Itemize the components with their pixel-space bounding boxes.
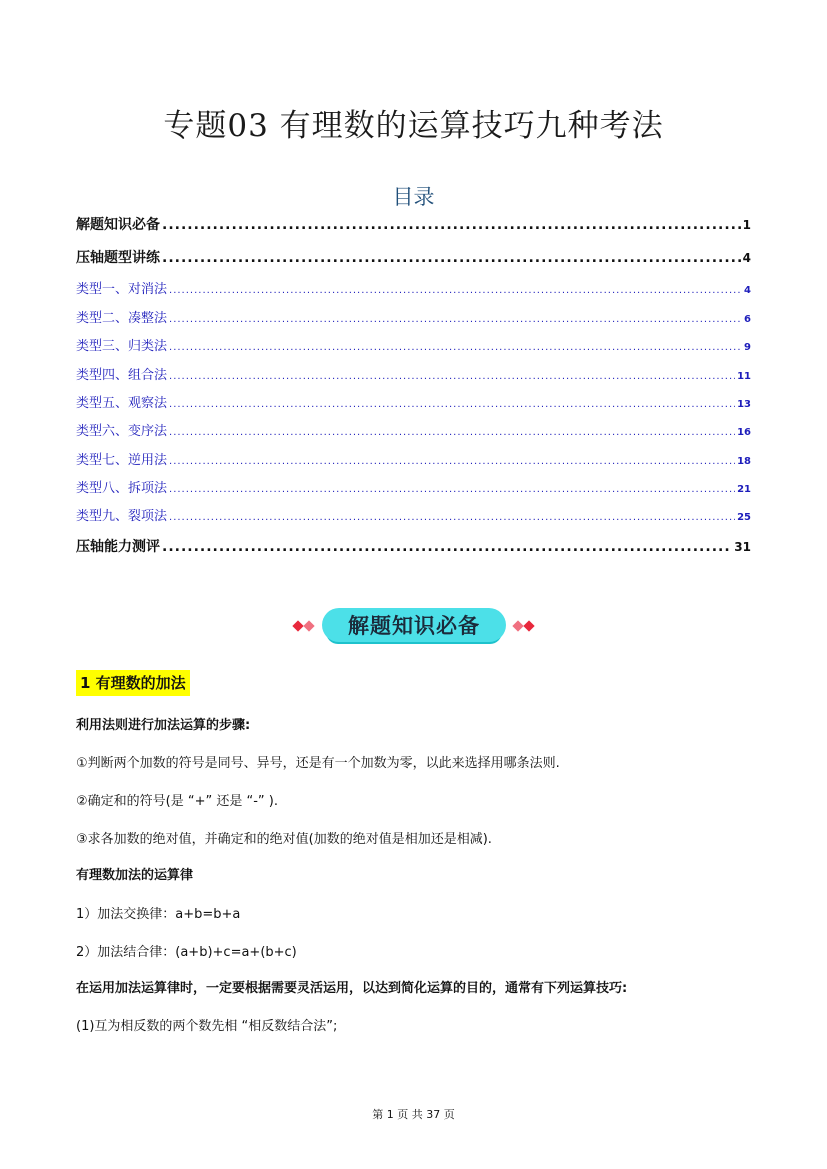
diamond-icon [292, 620, 303, 631]
toc-entry-label: 类型三、归类法 [76, 339, 168, 354]
toc-entry-label: 解题知识必备 [76, 217, 160, 233]
toc-entry[interactable] [76, 420, 751, 439]
diamond-icon [303, 620, 314, 631]
toc-entry-page: 25 [737, 512, 751, 523]
toc-entry-page: 11 [737, 371, 751, 382]
paragraph: ③求各加数的绝对值，并确定和的绝对值(加数的绝对值是相加还是相减). [76, 832, 492, 847]
toc-entry-label: 类型四、组合法 [76, 368, 168, 383]
paragraph: ①判断两个加数的符号是同号、异号，还是有一个加数为零，以此来选择用哪条法则. [76, 756, 560, 771]
toc-entry-page: 21 [737, 484, 751, 495]
toc-entry-page: 6 [744, 314, 751, 325]
toc-entry-label: 类型八、拆项法 [76, 481, 168, 496]
toc-entry-label: 类型五、观察法 [76, 396, 168, 411]
toc-entry-page: 4 [744, 285, 751, 296]
banner-text: 解题知识必备 [348, 614, 480, 638]
diamond-icon [523, 620, 534, 631]
toc-entry[interactable] [76, 477, 751, 496]
toc-entry-label: 压轴题型讲练 [76, 250, 160, 266]
toc-entry[interactable] [76, 536, 751, 556]
paragraph: 有理数加法的运算律 [76, 868, 194, 883]
toc-entry[interactable] [76, 364, 751, 383]
paragraph: ②确定和的符号(是 “+” 还是 “-” ). [76, 794, 278, 809]
toc-leader [162, 217, 741, 233]
toc-leader [169, 371, 735, 382]
toc-leader [169, 342, 742, 353]
paragraph: 2）加法结合律：(a+b)+c=a+(b+c) [76, 945, 297, 960]
toc-entry-page: 9 [744, 342, 751, 353]
toc-entry[interactable] [76, 392, 751, 411]
toc-entry-label: 类型九、裂项法 [76, 509, 168, 524]
toc-entry[interactable] [76, 247, 751, 267]
toc-heading: 目录 [392, 185, 435, 209]
toc-entry[interactable] [76, 335, 751, 354]
toc-entry[interactable] [76, 214, 751, 234]
toc-leader [169, 399, 735, 410]
toc-entry-page: 1 [742, 218, 751, 232]
page-title: 专题03 有理数的运算技巧九种考法 [163, 108, 664, 144]
toc-entry-page: 18 [737, 456, 751, 467]
section-banner [290, 604, 538, 648]
toc-leader [169, 427, 735, 438]
toc-entry[interactable] [76, 307, 751, 326]
toc-entry-page: 16 [737, 427, 751, 438]
toc-leader [169, 314, 742, 325]
toc-leader [169, 456, 735, 467]
toc-entry-page: 13 [737, 399, 751, 410]
paragraph: (1)互为相反数的两个数先相 “相反数结合法”; [76, 1019, 338, 1034]
section-heading: 1 有理数的加法 [76, 670, 190, 696]
paragraph: 在运用加法运算律时，一定要根据需要灵活运用，以达到简化运算的目的，通常有下列运算技巧: [76, 981, 628, 996]
toc-entry-label: 压轴能力测评 [76, 539, 160, 555]
toc-entry[interactable] [76, 278, 751, 297]
toc-entry-page: 31 [734, 540, 751, 554]
toc-leader [169, 484, 735, 495]
toc-entry[interactable] [76, 505, 751, 524]
toc-leader [169, 512, 735, 523]
paragraph: 利用法则进行加法运算的步骤: [76, 718, 251, 733]
toc-entry-label: 类型六、变序法 [76, 424, 168, 439]
toc-entry-label: 类型二、凑整法 [76, 311, 168, 326]
diamond-icon [512, 620, 523, 631]
toc-leader [162, 539, 732, 555]
toc-leader [169, 285, 742, 296]
toc-entry[interactable] [76, 449, 751, 468]
toc-entry-page: 4 [742, 251, 751, 265]
toc-entry-label: 类型一、对消法 [76, 282, 168, 297]
paragraph: 1）加法交换律：a+b=b+a [76, 907, 241, 922]
toc-leader [162, 250, 741, 266]
page-footer: 第 1 页 共 37 页 [372, 1108, 455, 1121]
toc-entry-label: 类型七、逆用法 [76, 453, 168, 468]
